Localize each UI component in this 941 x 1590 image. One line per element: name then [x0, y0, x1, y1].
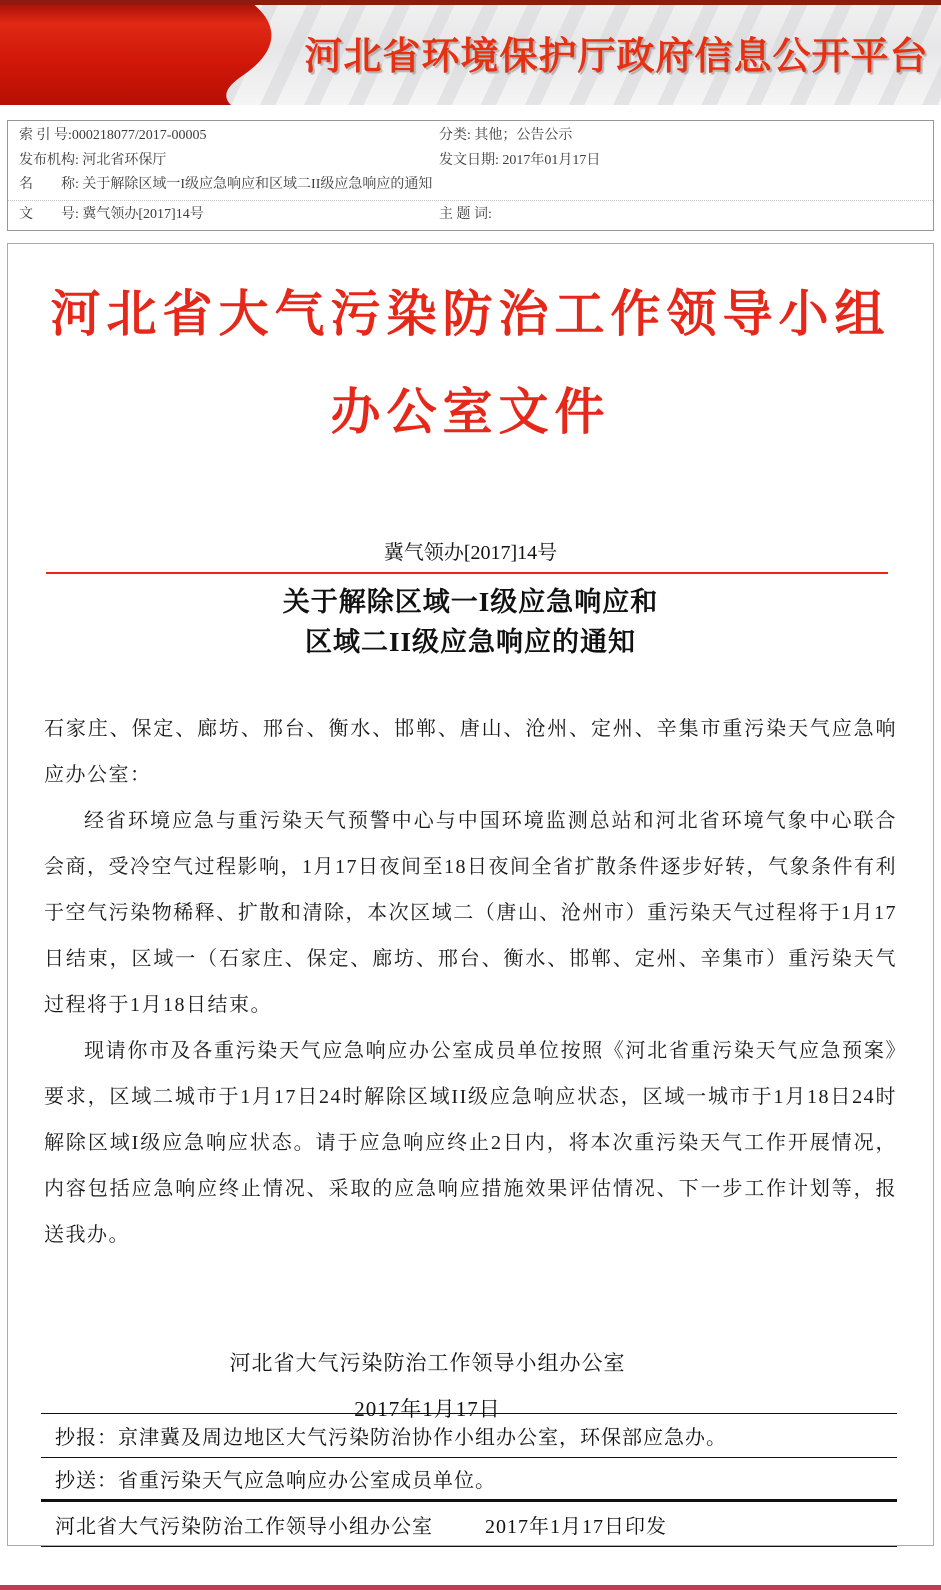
footer-row-issuer — [41, 1502, 897, 1547]
meta-label-category: 分类: — [439, 127, 471, 143]
meta-cell-pubdate — [439, 151, 933, 171]
document-number: 冀气领办[2017]14号 — [383, 542, 558, 564]
meta-cell-keywords — [439, 205, 933, 225]
meta-label-index: 索 引 号: — [19, 127, 72, 143]
footer-cc-send-label: 抄送： — [55, 1470, 118, 1492]
meta-value-docnumber: 冀气领办[2017]14号 — [78, 207, 204, 223]
paragraph-situation: 经省环境应急与重污染天气预警中心与中国环境监测总站和河北省环境气象中心联合会商，受冷空气过程影响，1月17日夜间至18日夜间全省扩散条件逐步好转，气象条件有利于空气污染物稀释、扩散和清除，本次区域二（唐山、沧州市）重污染天气过程将于1月17日结束，区域一（石家庄、保定、廊坊、邢台、衡水、邯郸、定州、辛集市）重污染天气过程将于1月18日结束。 — [44, 810, 897, 1016]
meta-value-index: 000218077/2017-00005 — [71, 127, 207, 143]
meta-label-keywords: 主 题 词: — [439, 207, 492, 223]
meta-value-publisher: 河北省环保厅 — [78, 152, 167, 168]
meta-value-name: 关于解除区域一I级应急响应和区域二II级应急响应的通知 — [78, 177, 433, 193]
footer-cc-send-text: 省重污染天气应急响应办公室成员单位。 — [118, 1470, 496, 1492]
document-title-line1: 关于解除区域一I级应急响应和 — [282, 587, 659, 617]
meta-row-index — [8, 126, 933, 146]
meta-cell-category — [439, 126, 933, 146]
footer-cc-report-label: 抄报： — [55, 1427, 118, 1449]
document-footer — [41, 1413, 897, 1547]
paragraph-instructions: 现请你市及各重污染天气应急响应办公室成员单位按照《河北省重污染天气应急预案》要求，区域二城市于1月17日24时解除区域II级应急响应状态，区域一城市于1月18日24时解除区域I级应急响应状态。请于应急响应终止2日内，将本次重污染天气工作开展情况，内容包括应急响应终止情况、采取的应急响应措施效果评估情况、下一步工作计划等，报送我办。 — [44, 1040, 897, 1246]
meta-label-pubdate: 发文日期: — [439, 152, 499, 168]
meta-table — [7, 120, 934, 231]
meta-row-publisher — [8, 151, 933, 171]
document-sheet — [7, 243, 934, 1546]
bottom-red-strip — [0, 1585, 941, 1590]
banner-red-shape — [0, 0, 300, 105]
signature-date: 2017年1月17日 — [354, 1397, 501, 1421]
site-title[interactable]: 河北省环境保护厅政府信息公开平台 — [304, 36, 929, 78]
meta-cell-docnumber — [19, 205, 439, 225]
footer-row-cc-send — [41, 1458, 897, 1502]
document-body — [44, 706, 897, 1258]
meta-cell-publisher — [19, 151, 439, 171]
footer-cc-report-text: 京津冀及周边地区大气污染防治协作小组办公室，环保部应急办。 — [118, 1427, 727, 1449]
meta-row-docnumber — [8, 200, 933, 225]
document-title-line2: 区域二II级应急响应的通知 — [304, 627, 636, 657]
meta-label-publisher: 发布机构: — [19, 152, 79, 168]
agency-title-line2: 办公室文件 — [330, 384, 611, 440]
meta-cell-name — [19, 175, 933, 195]
footer-row-cc-report — [41, 1414, 897, 1458]
footer-issue-date: 2017年1月17日印发 — [485, 1515, 667, 1538]
site-banner — [0, 0, 941, 105]
footer-issuer-agency: 河北省大气污染防治工作领导小组办公室 — [55, 1515, 433, 1538]
meta-label-name: 名 称: — [19, 177, 79, 193]
meta-label-docnumber: 文 号: — [19, 207, 79, 223]
meta-value-category: 其他；公告公示 — [470, 127, 573, 143]
signature-agency: 河北省大气污染防治工作领导小组办公室 — [229, 1351, 626, 1375]
agency-title-line1: 河北省大气污染防治工作领导小组 — [50, 286, 891, 342]
meta-cell-index — [19, 126, 439, 146]
meta-row-name — [8, 175, 933, 195]
red-divider-line — [46, 572, 888, 574]
meta-value-pubdate: 2017年01月17日 — [498, 152, 601, 168]
paragraph-recipients: 石家庄、保定、廊坊、邢台、衡水、邯郸、唐山、沧州、定州、辛集市重污染天气应急响应办公室： — [44, 718, 897, 786]
